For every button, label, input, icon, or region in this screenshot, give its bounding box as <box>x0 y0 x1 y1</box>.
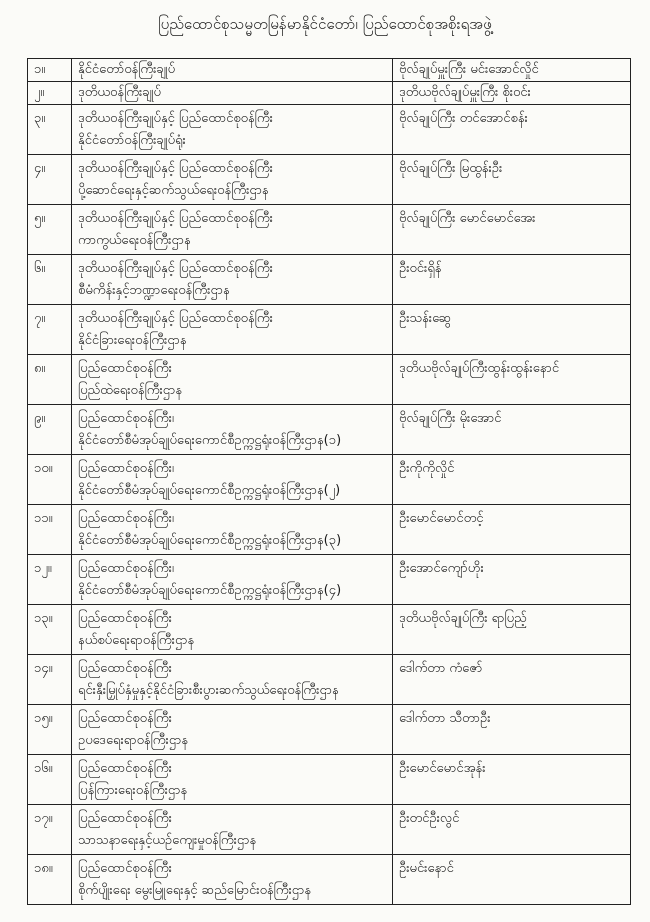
ministry-name: ပို့ဆောင်ရေးနှင့်ဆက်သွယ်ရေးဝန်ကြီးဌာန <box>78 183 269 198</box>
row-number: ၁၆။ <box>28 755 72 805</box>
table-row <box>28 355 631 405</box>
row-number: ၁၁။ <box>28 505 72 555</box>
table-row <box>28 455 631 505</box>
ministry-name: ဥပဒေရေးရာဝန်ကြီးဌာန <box>78 733 189 748</box>
row-number: ၇။ <box>28 305 72 355</box>
ministry-name: ကာကွယ်ရေးဝန်ကြီးဌာန <box>78 233 191 248</box>
table-row <box>28 805 631 855</box>
row-number: ၆။ <box>28 255 72 305</box>
row-number: ၅။ <box>28 205 72 255</box>
row-number: ၈။ <box>28 355 72 405</box>
row-number: ၉။ <box>28 405 72 455</box>
position-cell <box>72 505 393 555</box>
position-title: ပြည်ထောင်စုဝန်ကြီး <box>78 361 172 376</box>
cabinet-table <box>27 58 631 905</box>
table-row <box>28 82 631 105</box>
position-title: ပြည်ထောင်စုဝန်ကြီး <box>78 611 172 626</box>
position-title: နိုင်ငံတော်ဝန်ကြီးချုပ် <box>78 62 176 77</box>
position-title: ဒုတိယဝန်ကြီးချုပ်နှင့် ပြည်ထောင်စုဝန်ကြီး <box>78 261 273 276</box>
officeholder-name: ဦးမောင်မောင်အုန်း <box>393 755 631 805</box>
position-title: ပြည်ထောင်စုဝန်ကြီး၊ <box>78 511 174 526</box>
ministry-name: နိုင်ငံတော်စီမံအုပ်ချုပ်ရေးကောင်စီဥက္ကဋ္ဌရုံးဝန်ကြီးဌာန(၄) <box>78 583 342 598</box>
page-title: ပြည်ထောင်စုသမ္မတမြန်မာနိုင်ငံတော်၊ ပြည်ထောင်စုအစိုးရအဖွဲ့ <box>158 15 492 33</box>
officeholder-name: ဦးတင်ဦးလွင် <box>393 805 631 855</box>
officeholder-name: ဒုတိယဗိုလ်ချုပ်ကြီးထွန်းထွန်းနောင် <box>393 355 631 405</box>
position-cell <box>72 255 393 305</box>
officeholder-name: ဦးအောင်ကျော်ဟိုး <box>393 555 631 605</box>
position-title: ပြည်ထောင်စုဝန်ကြီး၊ <box>78 461 174 476</box>
table-row <box>28 505 631 555</box>
table-row <box>28 855 631 905</box>
position-title: ပြည်ထောင်စုဝန်ကြီး၊ <box>78 411 174 426</box>
position-cell <box>72 59 393 82</box>
officeholder-name: ဗိုလ်ချုပ်မှူးကြီး မင်းအောင်လှိုင် <box>393 59 631 82</box>
table-row <box>28 755 631 805</box>
row-number: ၁၃။ <box>28 605 72 655</box>
ministry-name: စီမံကိန်းနှင့်ဘဏ္ဍာရေးဝန်ကြီးဌာန <box>78 283 230 298</box>
row-number: ၁၇။ <box>28 805 72 855</box>
officeholder-name: ဦးသန်းဆွေ <box>393 305 631 355</box>
ministry-name: နိုင်ငံတော်စီမံအုပ်ချုပ်ရေးကောင်စီဥက္ကဋ္ဌရုံးဝန်ကြီးဌာန(၁) <box>78 433 342 448</box>
position-title: ဒုတိယဝန်ကြီးချုပ်နှင့် ပြည်ထောင်စုဝန်ကြီး <box>78 211 273 226</box>
officeholder-name: ဦးမင်းနောင် <box>393 855 631 905</box>
position-title: ဒုတိယဝန်ကြီးချုပ်နှင့် ပြည်ထောင်စုဝန်ကြီး <box>78 311 273 326</box>
position-cell <box>72 305 393 355</box>
row-number: ၁၄။ <box>28 655 72 705</box>
position-title: ဒုတိယဝန်ကြီးချုပ် <box>78 85 161 100</box>
position-cell <box>72 205 393 255</box>
row-number: ၁၀။ <box>28 455 72 505</box>
position-cell <box>72 355 393 405</box>
position-title: ပြည်ထောင်စုဝန်ကြီး <box>78 861 172 876</box>
position-title: ဒုတိယဝန်ကြီးချုပ်နှင့် ပြည်ထောင်စုဝန်ကြီး <box>78 111 273 126</box>
position-title: ပြည်ထောင်စုဝန်ကြီး <box>78 761 172 776</box>
position-title: ပြည်ထောင်စုဝန်ကြီး <box>78 661 172 676</box>
officeholder-name: ဒုတိယဗိုလ်ချုပ်မှူးကြီး စိုးဝင်း <box>393 82 631 105</box>
officeholder-name: ဒေါက်တာ ကံဇော် <box>393 655 631 705</box>
officeholder-name: ဦးဝင်းရှိန် <box>393 255 631 305</box>
position-cell <box>72 405 393 455</box>
ministry-name: နိုင်ငံတော်စီမံအုပ်ချုပ်ရေးကောင်စီဥက္ကဋ္ဌရုံးဝန်ကြီးဌာန(၂) <box>78 483 341 498</box>
position-cell <box>72 855 393 905</box>
position-cell <box>72 555 393 605</box>
position-cell <box>72 105 393 155</box>
ministry-name: နိုင်ငံခြားရေးဝန်ကြီးဌာန <box>78 333 187 348</box>
position-title: ပြည်ထောင်စုဝန်ကြီး၊ <box>78 561 174 576</box>
ministry-name: ရင်းနှီးမြှုပ်နှံမှုနှင့်နိုင်ငံခြားစီးပွားဆက်သွယ်ရေးဝန်ကြီးဌာန <box>78 683 339 698</box>
table-row <box>28 405 631 455</box>
table-row <box>28 155 631 205</box>
table-row <box>28 605 631 655</box>
position-title: ဒုတိယဝန်ကြီးချုပ်နှင့် ပြည်ထောင်စုဝန်ကြီး <box>78 161 273 176</box>
row-number: ၂။ <box>28 82 72 105</box>
row-number: ၃။ <box>28 105 72 155</box>
ministry-name: သာသနာရေးနှင့်ယဉ်ကျေးမှုဝန်ကြီးဌာန <box>78 833 257 848</box>
row-number: ၁။ <box>28 59 72 82</box>
officeholder-name: ဗိုလ်ချုပ်ကြီး မိုးအောင် <box>393 405 631 455</box>
position-cell <box>72 755 393 805</box>
row-number: ၄။ <box>28 155 72 205</box>
position-cell <box>72 605 393 655</box>
table-row <box>28 105 631 155</box>
position-cell <box>72 705 393 755</box>
ministry-name: နယ်စပ်ရေးရာဝန်ကြီးဌာန <box>78 633 195 648</box>
officeholder-name: ဒေါက်တာ သီတာဦး <box>393 705 631 755</box>
table-row <box>28 59 631 82</box>
table-row <box>28 705 631 755</box>
officeholder-name: ဒုတိယဗိုလ်ချုပ်ကြီး ရာပြည့် <box>393 605 631 655</box>
officeholder-name: ဗိုလ်ချုပ်ကြီး မောင်မောင်အေး <box>393 205 631 255</box>
ministry-name: ပြန်ကြားရေးဝန်ကြီးဌာန <box>78 783 188 798</box>
officeholder-name: ဦးကိုကိုလှိုင် <box>393 455 631 505</box>
row-number: ၁၅။ <box>28 705 72 755</box>
cabinet-table-body <box>28 59 631 905</box>
table-row <box>28 305 631 355</box>
row-number: ၁၂။ <box>28 555 72 605</box>
position-cell <box>72 455 393 505</box>
table-row <box>28 205 631 255</box>
position-cell <box>72 155 393 205</box>
ministry-name: စိုက်ပျိုးရေး မွေးမြူရေးနှင့် ဆည်မြောင်းဝန်ကြီးဌာန <box>78 883 312 898</box>
position-title: ပြည်ထောင်စုဝန်ကြီး <box>78 811 172 826</box>
table-row <box>28 255 631 305</box>
table-row <box>28 555 631 605</box>
table-row <box>28 655 631 705</box>
position-title: ပြည်ထောင်စုဝန်ကြီး <box>78 711 172 726</box>
officeholder-name: ဗိုလ်ချုပ်ကြီး မြထွန်းဦး <box>393 155 631 205</box>
ministry-name: နိုင်ငံတော်ဝန်ကြီးချုပ်ရုံး <box>78 133 186 148</box>
position-cell <box>72 655 393 705</box>
officeholder-name: ဦးမောင်မောင်တင့် <box>393 505 631 555</box>
ministry-name: ပြည်ထဲရေးဝန်ကြီးဌာန <box>78 383 183 398</box>
position-cell <box>72 82 393 105</box>
position-cell <box>72 805 393 855</box>
officeholder-name: ဗိုလ်ချုပ်ကြီး တင်အောင်စန်း <box>393 105 631 155</box>
ministry-name: နိုင်ငံတော်စီမံအုပ်ချုပ်ရေးကောင်စီဥက္ကဋ္ဌရုံးဝန်ကြီးဌာန(၃) <box>78 533 342 548</box>
row-number: ၁၈။ <box>28 855 72 905</box>
